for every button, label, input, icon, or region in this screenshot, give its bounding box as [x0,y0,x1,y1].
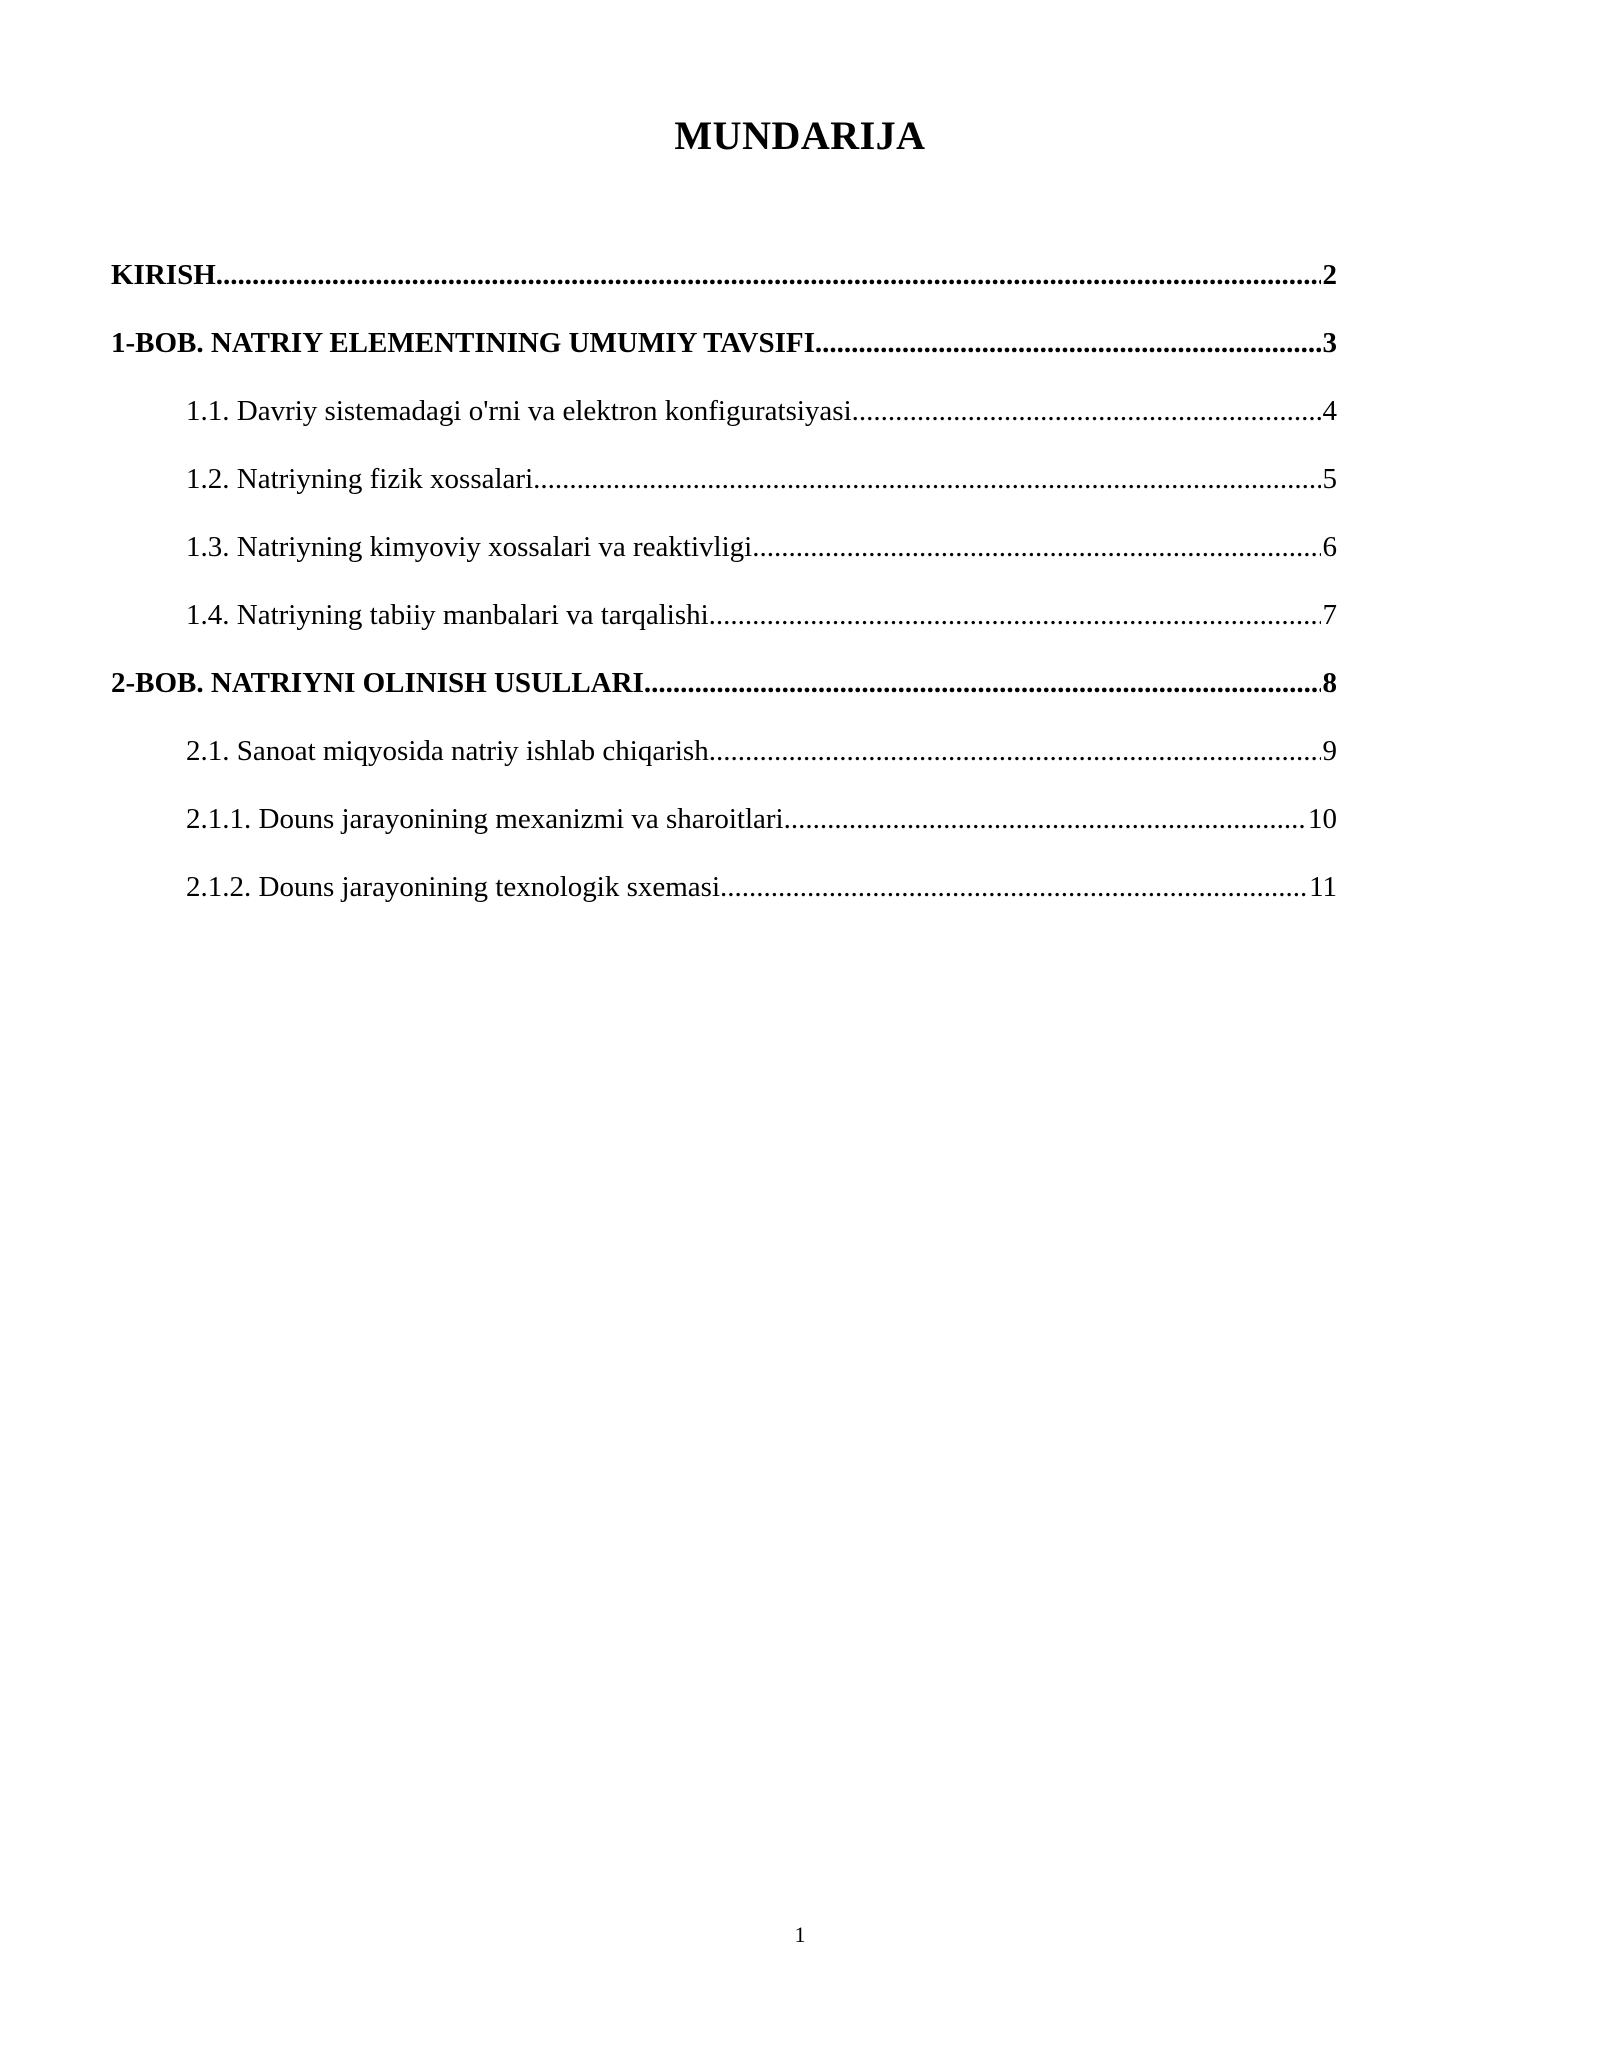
toc-entry-label: 1.1. Davriy sistemadagi o'rni va elektron konfiguratsiyasi [186,395,852,427]
toc-entry-page: 8 [1322,667,1337,699]
toc-entry-page: 7 [1322,599,1337,631]
toc-entry-2-1-1[interactable] [111,794,1337,862]
toc-entry-label: 2.1.1. Douns jarayonining mexanizmi va sharoitlari [186,803,784,835]
toc-entry-page: 5 [1322,463,1337,495]
toc-entry-chapter-2[interactable] [111,658,1337,726]
toc-entry-label: 1.3. Natriyning kimyoviy xossalari va reaktivligi [186,531,753,563]
toc-dot-leader [784,794,1306,844]
toc-entry-chapter-1[interactable] [111,318,1337,386]
toc-entry-page: 10 [1308,803,1337,835]
table-of-contents [111,250,1337,930]
toc-entry-page: 2 [1322,259,1337,291]
toc-dot-leader [216,250,1321,300]
toc-dot-leader [752,522,1320,572]
toc-dot-leader [815,318,1321,368]
toc-entry-label: 2.1. Sanoat miqyosida natriy ishlab chiqarish [186,735,709,767]
toc-dot-leader [709,590,1321,640]
page-number: 1 [794,1922,806,1947]
toc-entry-page: 11 [1309,871,1337,903]
toc-entry-page: 9 [1322,735,1337,767]
toc-entry-page: 4 [1322,395,1337,427]
toc-entry-label: 1.2. Natriyning fizik xossalari [186,463,534,495]
toc-dot-leader [720,862,1307,912]
toc-dot-leader [533,454,1320,504]
toc-entry-label: 2-BOB. NATRIYNI OLINISH USULLARI [111,667,644,699]
toc-entry-1-1[interactable] [111,386,1337,454]
toc-entry-2-1-2[interactable] [111,862,1337,930]
toc-entry-kirish[interactable] [111,250,1337,318]
toc-entry-label: 1.4. Natriyning tabiiy manbalari va tarqalishi [186,599,709,631]
toc-entry-1-2[interactable] [111,454,1337,522]
toc-entry-label: KIRISH [111,259,216,291]
toc-entry-2-1[interactable] [111,726,1337,794]
toc-dot-leader [709,726,1321,776]
toc-entry-label: 2.1.2. Douns jarayonining texnologik sxemasi [186,871,721,903]
toc-dot-leader [644,658,1321,708]
toc-entry-label: 1-BOB. NATRIY ELEMENTINING UMUMIY TAVSIFI [111,327,815,359]
toc-entry-1-3[interactable] [111,522,1337,590]
page-title: MUNDARIJA [674,113,926,158]
toc-entry-1-4[interactable] [111,590,1337,658]
toc-dot-leader [852,386,1321,436]
toc-entry-page: 6 [1322,531,1337,563]
toc-entry-page: 3 [1322,327,1337,359]
